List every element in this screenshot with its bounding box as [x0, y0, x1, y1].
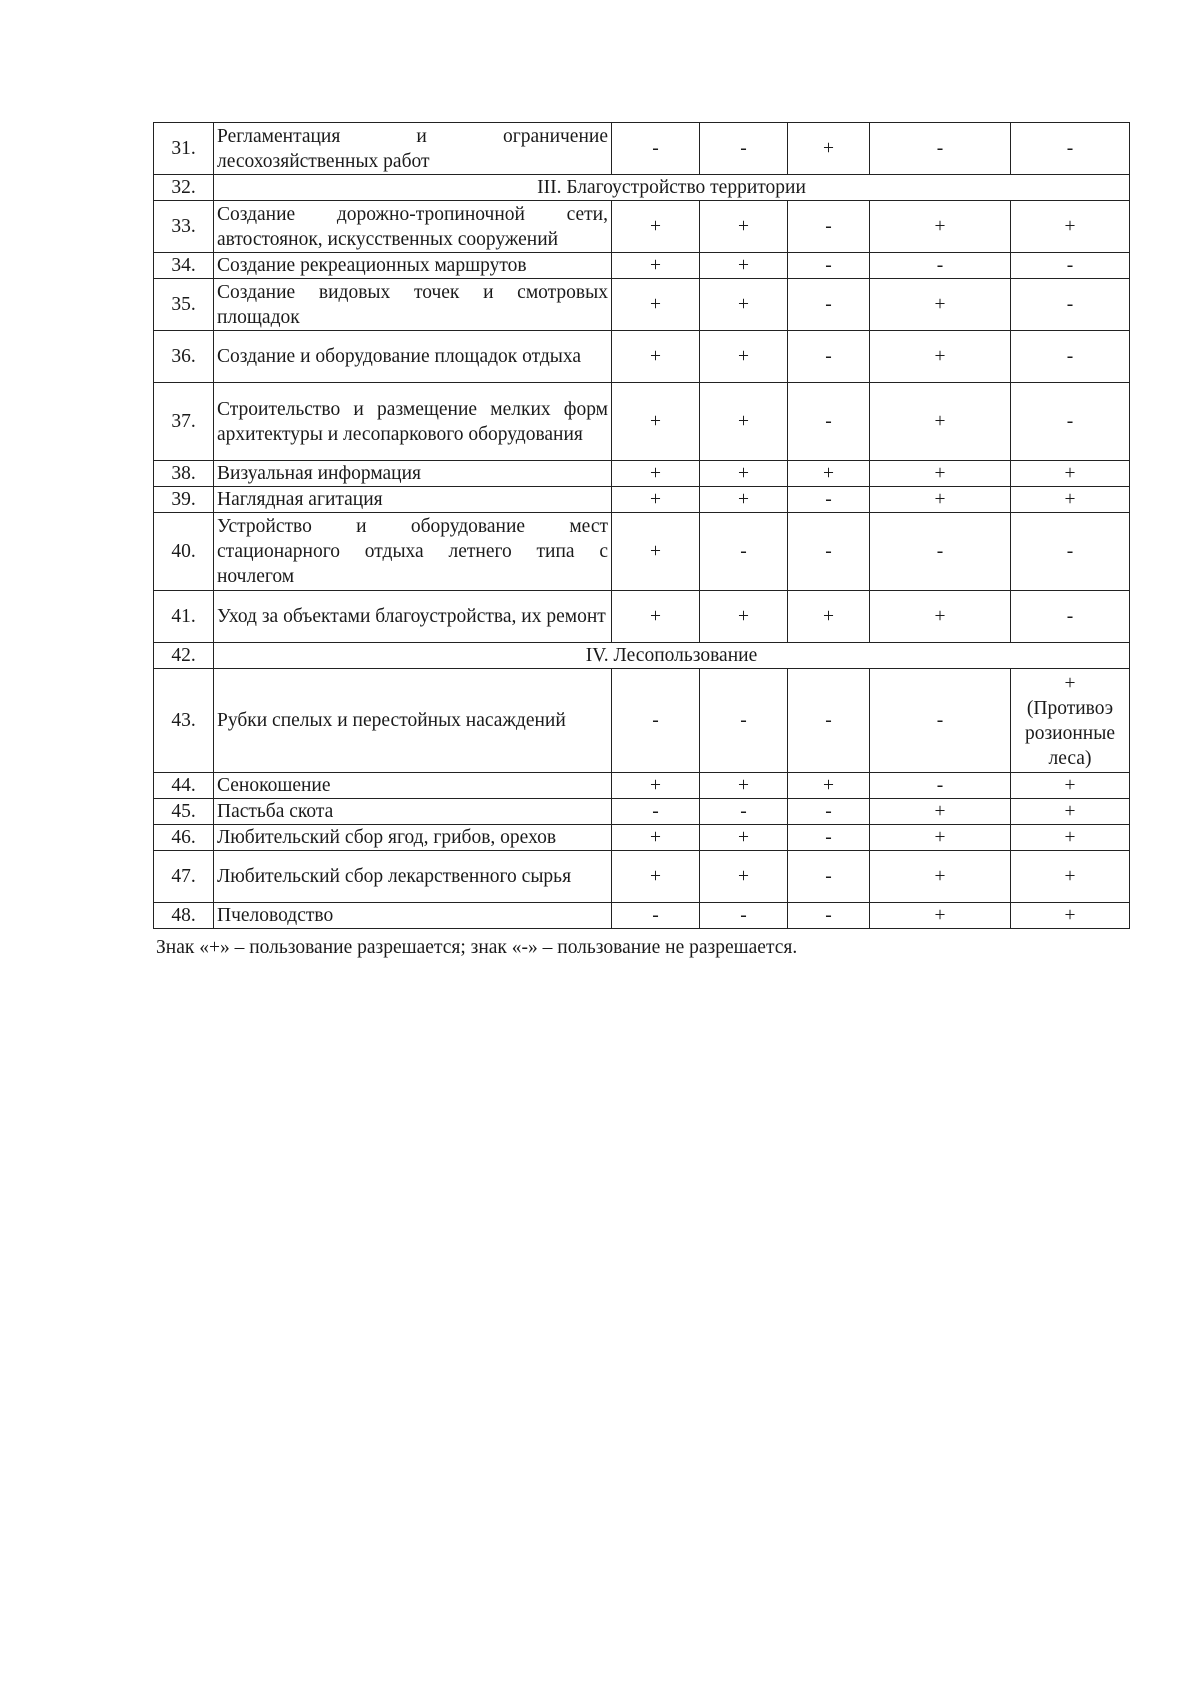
mark-note-line: (Противоэ — [1026, 697, 1114, 719]
table-row — [154, 851, 1130, 903]
permission-mark: + — [870, 799, 1011, 825]
activity-name: Уход за объектами благоустройства, их ремонт — [214, 591, 612, 643]
permission-mark: - — [870, 123, 1011, 175]
permission-mark: + — [1011, 799, 1130, 825]
table-row — [154, 487, 1130, 513]
permission-mark: + — [612, 513, 700, 591]
table-row — [154, 461, 1130, 487]
permission-mark: - — [788, 487, 870, 513]
permission-mark: - — [788, 201, 870, 253]
permission-mark: - — [700, 799, 788, 825]
permission-mark: + — [612, 825, 700, 851]
row-number: 45. — [154, 799, 214, 825]
permission-mark: - — [788, 669, 870, 773]
table-row — [154, 825, 1130, 851]
permission-mark: - — [870, 513, 1011, 591]
table-row — [154, 773, 1130, 799]
permission-mark: + — [788, 591, 870, 643]
permission-mark: - — [1011, 383, 1130, 461]
permission-mark: + — [612, 851, 700, 903]
activity-name: Создание и оборудование площадок отдыха — [214, 331, 612, 383]
permission-mark: - — [700, 513, 788, 591]
permission-mark: + — [612, 331, 700, 383]
permission-mark: - — [1011, 123, 1130, 175]
permission-mark: + — [870, 903, 1011, 929]
permission-mark: - — [700, 903, 788, 929]
permission-mark: - — [788, 799, 870, 825]
activity-name: Устройство и оборудование мест стационарного отдыха летнего типа с ночлегом — [214, 513, 612, 591]
permission-mark: - — [870, 773, 1011, 799]
permission-mark-with-note — [1011, 669, 1130, 773]
activity-name: Наглядная агитация — [214, 487, 612, 513]
row-number: 33. — [154, 201, 214, 253]
activity-name: Создание дорожно-тропиночной сети, автостоянок, искусственных сооружений — [214, 201, 612, 253]
footnote: Знак «+» – пользование разрешается; знак «-» – пользование не разрешается. — [156, 937, 798, 958]
permission-mark: + — [612, 201, 700, 253]
row-number: 37. — [154, 383, 214, 461]
permission-mark: + — [612, 773, 700, 799]
permission-mark: - — [1011, 331, 1130, 383]
activity-name: Рубки спелых и перестойных насаждений — [214, 669, 612, 773]
permission-mark: + — [1011, 825, 1130, 851]
permission-mark: + — [1011, 773, 1130, 799]
permission-mark: - — [1011, 253, 1130, 279]
permission-mark: + — [700, 461, 788, 487]
permission-mark: - — [788, 279, 870, 331]
table-row — [154, 513, 1130, 591]
forest-use-table — [153, 122, 1130, 929]
permission-mark: - — [612, 123, 700, 175]
permission-mark: + — [1011, 487, 1130, 513]
row-number: 42. — [154, 643, 214, 669]
permission-mark: - — [612, 799, 700, 825]
activity-name: Создание видовых точек и смотровых площадок — [214, 279, 612, 331]
row-number: 41. — [154, 591, 214, 643]
permission-mark: - — [870, 669, 1011, 773]
activity-name: Строительство и размещение мелких форм архитектуры и лесопаркового оборудования — [214, 383, 612, 461]
permission-mark: - — [1011, 513, 1130, 591]
permission-mark: + — [1011, 461, 1130, 487]
row-number: 35. — [154, 279, 214, 331]
permission-mark: - — [788, 825, 870, 851]
permission-mark: + — [700, 591, 788, 643]
permission-mark: + — [1011, 903, 1130, 929]
permission-mark: - — [788, 513, 870, 591]
permission-mark: + — [612, 383, 700, 461]
activity-name: Создание рекреационных маршрутов — [214, 253, 612, 279]
row-number: 38. — [154, 461, 214, 487]
permission-mark: + — [700, 331, 788, 383]
row-number: 46. — [154, 825, 214, 851]
activity-name: Сенокошение — [214, 773, 612, 799]
table-row — [154, 331, 1130, 383]
permission-mark: + — [700, 825, 788, 851]
table-row — [154, 123, 1130, 175]
row-number: 39. — [154, 487, 214, 513]
permission-mark: + — [870, 851, 1011, 903]
row-number: 40. — [154, 513, 214, 591]
section-row — [154, 643, 1130, 669]
section-title: III. Благоустройство территории — [214, 175, 1130, 201]
permission-mark: + — [870, 487, 1011, 513]
row-number: 43. — [154, 669, 214, 773]
permission-mark: + — [870, 383, 1011, 461]
permission-mark: - — [788, 851, 870, 903]
activity-name: Пчеловодство — [214, 903, 612, 929]
activity-name: Визуальная информация — [214, 461, 612, 487]
permission-mark: + — [870, 825, 1011, 851]
table-row — [154, 201, 1130, 253]
table-row — [154, 383, 1130, 461]
permission-mark: + — [612, 461, 700, 487]
row-number: 44. — [154, 773, 214, 799]
row-number: 31. — [154, 123, 214, 175]
table-row — [154, 591, 1130, 643]
permission-mark: + — [700, 279, 788, 331]
permission-mark: + — [870, 279, 1011, 331]
permission-mark: + — [870, 331, 1011, 383]
permission-mark: - — [612, 669, 700, 773]
permission-mark: + — [700, 773, 788, 799]
permission-mark: + — [788, 123, 870, 175]
permission-mark: - — [788, 383, 870, 461]
activity-name: Пастьба скота — [214, 799, 612, 825]
permission-mark: - — [870, 253, 1011, 279]
row-number: 34. — [154, 253, 214, 279]
permission-mark: + — [1064, 672, 1076, 694]
row-number: 36. — [154, 331, 214, 383]
permission-mark: + — [612, 279, 700, 331]
permission-mark: + — [788, 461, 870, 487]
permission-mark: - — [788, 331, 870, 383]
row-number: 47. — [154, 851, 214, 903]
permission-mark: - — [700, 669, 788, 773]
permission-mark: - — [612, 903, 700, 929]
mark-note-line: розионные — [1024, 722, 1116, 744]
permission-mark: - — [1011, 279, 1130, 331]
permission-mark: + — [870, 461, 1011, 487]
permission-mark: + — [1011, 201, 1130, 253]
table-row — [154, 279, 1130, 331]
row-number: 32. — [154, 175, 214, 201]
permission-mark: + — [700, 253, 788, 279]
permission-mark: + — [700, 851, 788, 903]
permission-mark: - — [788, 253, 870, 279]
permission-mark: + — [870, 591, 1011, 643]
table-row — [154, 253, 1130, 279]
permission-mark: + — [1011, 851, 1130, 903]
section-row — [154, 175, 1130, 201]
permission-mark: + — [700, 201, 788, 253]
row-number: 48. — [154, 903, 214, 929]
permission-mark: - — [700, 123, 788, 175]
permission-mark: + — [700, 383, 788, 461]
permission-mark: + — [612, 253, 700, 279]
table-row — [154, 799, 1130, 825]
permission-mark: + — [700, 487, 788, 513]
permission-mark: - — [788, 903, 870, 929]
permission-mark: - — [1011, 591, 1130, 643]
table-row — [154, 669, 1130, 773]
activity-name: Регламентация и ограничение лесохозяйственных работ — [214, 123, 612, 175]
permission-mark: + — [612, 487, 700, 513]
permission-mark: + — [612, 591, 700, 643]
permission-mark: + — [870, 201, 1011, 253]
permission-mark: + — [788, 773, 870, 799]
table-row — [154, 903, 1130, 929]
mark-note-line: леса) — [1048, 747, 1092, 769]
section-title: IV. Лесопользование — [214, 643, 1130, 669]
activity-name: Любительский сбор лекарственного сырья — [214, 851, 612, 903]
activity-name: Любительский сбор ягод, грибов, орехов — [214, 825, 612, 851]
